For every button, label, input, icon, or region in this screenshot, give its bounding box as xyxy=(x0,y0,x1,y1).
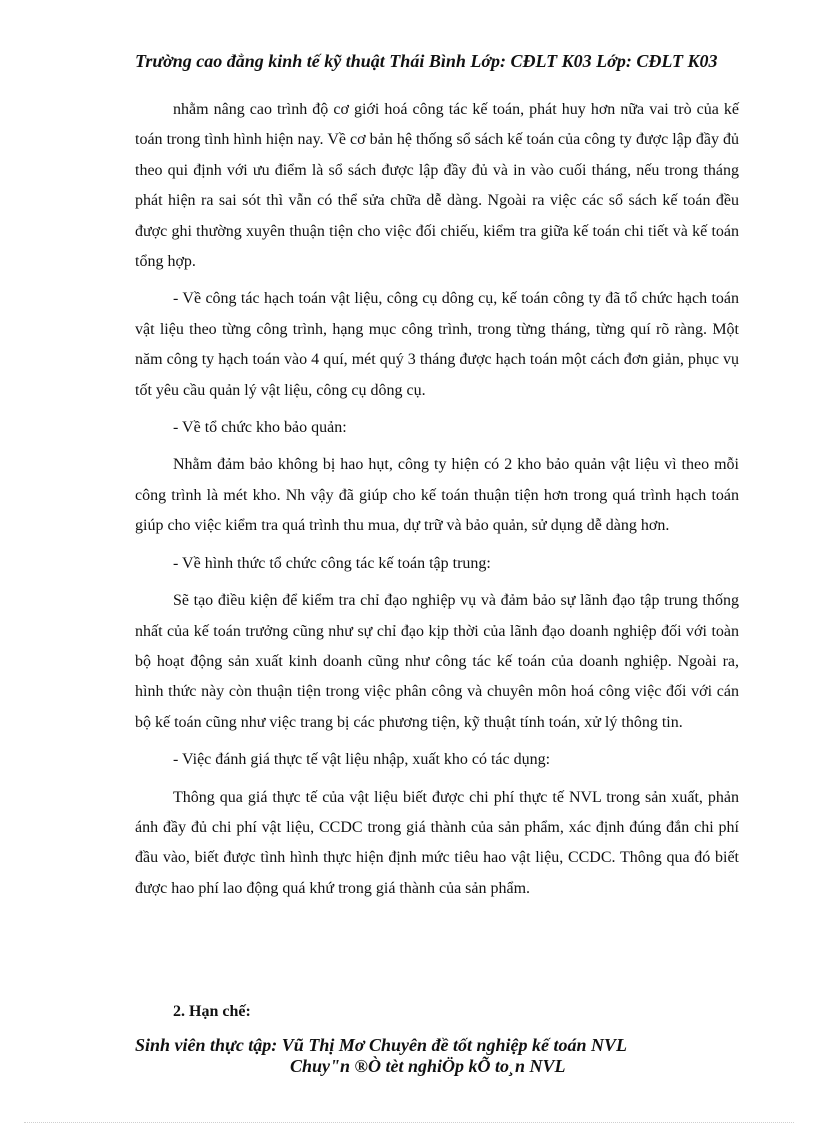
paragraph-centralized: Sẽ tạo điều kiện để kiểm tra chỉ đạo nghiệp vụ và đảm bảo sự lãnh đạo tập trung thống nhất của kế toán trưởng cũng như sự chỉ đạo kịp thời của lãnh đạo doanh nghiệp đối với toàn bộ hoạt động sản xuất kinh doanh cũng như công tác kế toán của doanh nghiệp. Ngoài ra, hình thức này còn thuận tiện trong việc phân công và chuyên môn hoá công việc đối với cán bộ kế toán cũng như việc trang bị các phương tiện, kỹ thuật tính toán, xử lý thông tin. xyxy=(135,592,739,731)
paragraph-warehouse: Nhằm đảm bảo không bị hao hụt, công ty hiện có 2 kho bảo quản vật liệu vì theo mỗi công trình là mét kho. Nh vậy đã giúp cho kế toán thuận tiện hơn trong quá trình hạch toán giúp cho việc kiểm tra quá trình thu mua, dự trữ và bảo quản, sử dụng dễ dàng hơn. xyxy=(135,456,739,535)
page-header: Trường cao đẳng kinh tế kỹ thuật Thái Bình Lớp: CĐLT K03 Lớp: CĐLT K03 xyxy=(135,51,718,71)
paragraph-intro: nhằm nâng cao trình độ cơ giới hoá công tác kế toán, phát huy hơn nữa vai trò của kế toán trong tình hình hiện nay. Về cơ bản hệ thống sổ sách kế toán của công ty được lập đầy đủ theo qui định với ưu điểm là sổ sách được lập đầy đủ và in vào cuối tháng, nếu trong tháng phát hiện ra sai sót thì vẫn có thể sửa chữa dễ dàng. Ngoài ra việc các sổ sách kế toán đều được ghi thường xuyên thuận tiện cho việc đối chiếu, kiểm tra giữa kế toán chi tiết và kế toán tổng hợp. xyxy=(135,101,739,271)
paragraph-material-accounting: - Về công tác hạch toán vật liệu, công cụ dông cụ, kế toán công ty đã tổ chức hạch toán vật liệu theo từng công trình, hạng mục công trình, trong từng tháng, từng quí rõ ràng. Một năm công ty hạch toán vào 4 quí, mét quý 3 tháng được hạch toán một cách đơn giản, phục vụ tốt yêu cầu quản lý vật liệu, công cụ dông cụ. xyxy=(135,290,739,399)
paragraph-centralized-heading: - Về hình thức tổ chức công tác kế toán tập trung: xyxy=(173,554,491,572)
section-heading-limitations: 2. Hạn chế: xyxy=(173,1003,251,1020)
paragraph-valuation-heading: - Việc đánh giá thực tế vật liệu nhập, xuất kho có tác dụng: xyxy=(173,751,551,769)
paragraph-warehouse-heading: - Về tổ chức kho bảo quản: xyxy=(173,419,347,437)
page-footer-line2: Chuy"n ®Ò tèt nghiÖp kÕ to¸n NVL xyxy=(290,1056,566,1076)
document-body xyxy=(135,95,739,911)
page-footer-line1: Sinh viên thực tập: Vũ Thị Mơ Chuyên đề tốt nghiệp kế toán NVL xyxy=(135,1035,628,1055)
paragraph-valuation: Thông qua giá thực tế của vật liệu biết được chi phí thực tế NVL trong sản xuất, phản ánh đầy đủ chi phí vật liệu, CCDC trong giá thành của sản phẩm, xác định đúng đắn chi phí đầu vào, biết được tình hình thực hiện định mức tiêu hao vật liệu, CCDC. Thông qua đó biết được hao phí lao động quá khứ trong giá thành của sản phẩm. xyxy=(135,788,739,897)
